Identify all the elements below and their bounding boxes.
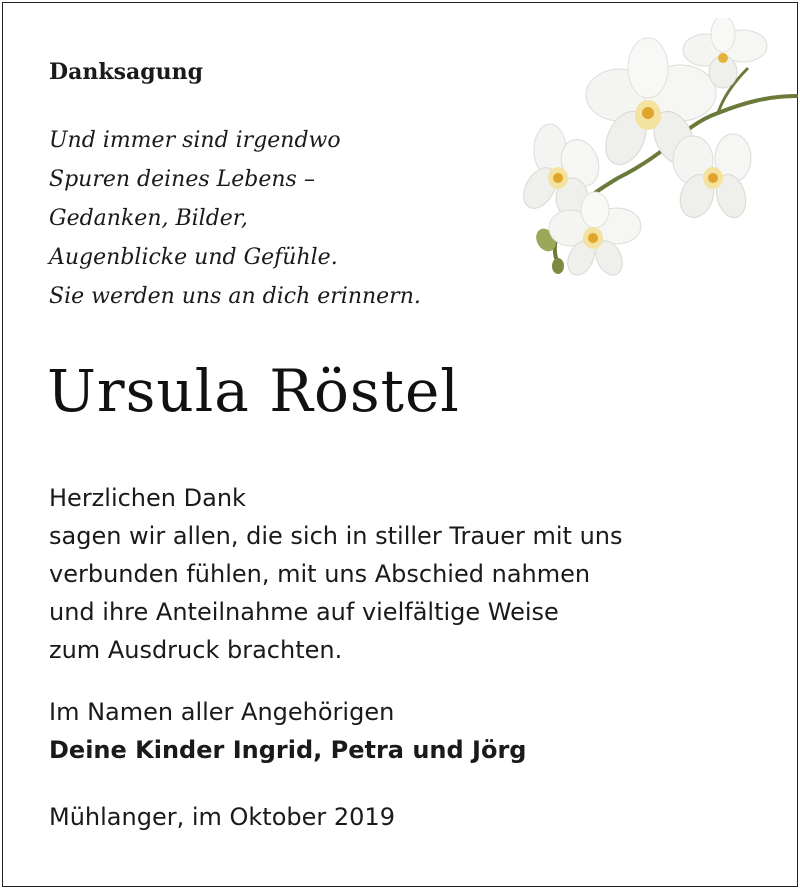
thanks-line: zum Ausdruck brachten. — [49, 636, 343, 664]
deceased-name: Ursula Röstel — [47, 357, 460, 425]
thanks-line: verbunden fühlen, mit uns Abschied nahmen — [49, 560, 591, 588]
notice-heading: Danksagung — [49, 59, 203, 85]
poem-line: Spuren deines Lebens – — [49, 167, 315, 192]
thanks-line: Herzlichen Dank — [49, 484, 246, 512]
poem — [49, 121, 421, 316]
behalf-line: Im Namen aller Angehörigen — [49, 698, 395, 726]
signatories: Deine Kinder Ingrid, Petra und Jörg — [49, 736, 527, 764]
thanks-line: sagen wir allen, die sich in stiller Trauer mit uns — [49, 522, 623, 550]
poem-line: Gedanken, Bilder, — [49, 206, 248, 231]
notice-frame — [2, 2, 798, 887]
poem-line: Und immer sind irgendwo — [49, 128, 341, 153]
poem-line: Sie werden uns an dich erinnern. — [49, 284, 421, 309]
thanks-line: und ihre Anteilnahme auf vielfältige Weise — [49, 598, 559, 626]
orchid-icon — [518, 18, 798, 283]
place-date: Mühlanger, im Oktober 2019 — [49, 803, 395, 831]
poem-line: Augenblicke und Gefühle. — [49, 245, 338, 270]
behalf-block — [49, 693, 526, 769]
thanks-text — [49, 479, 623, 669]
